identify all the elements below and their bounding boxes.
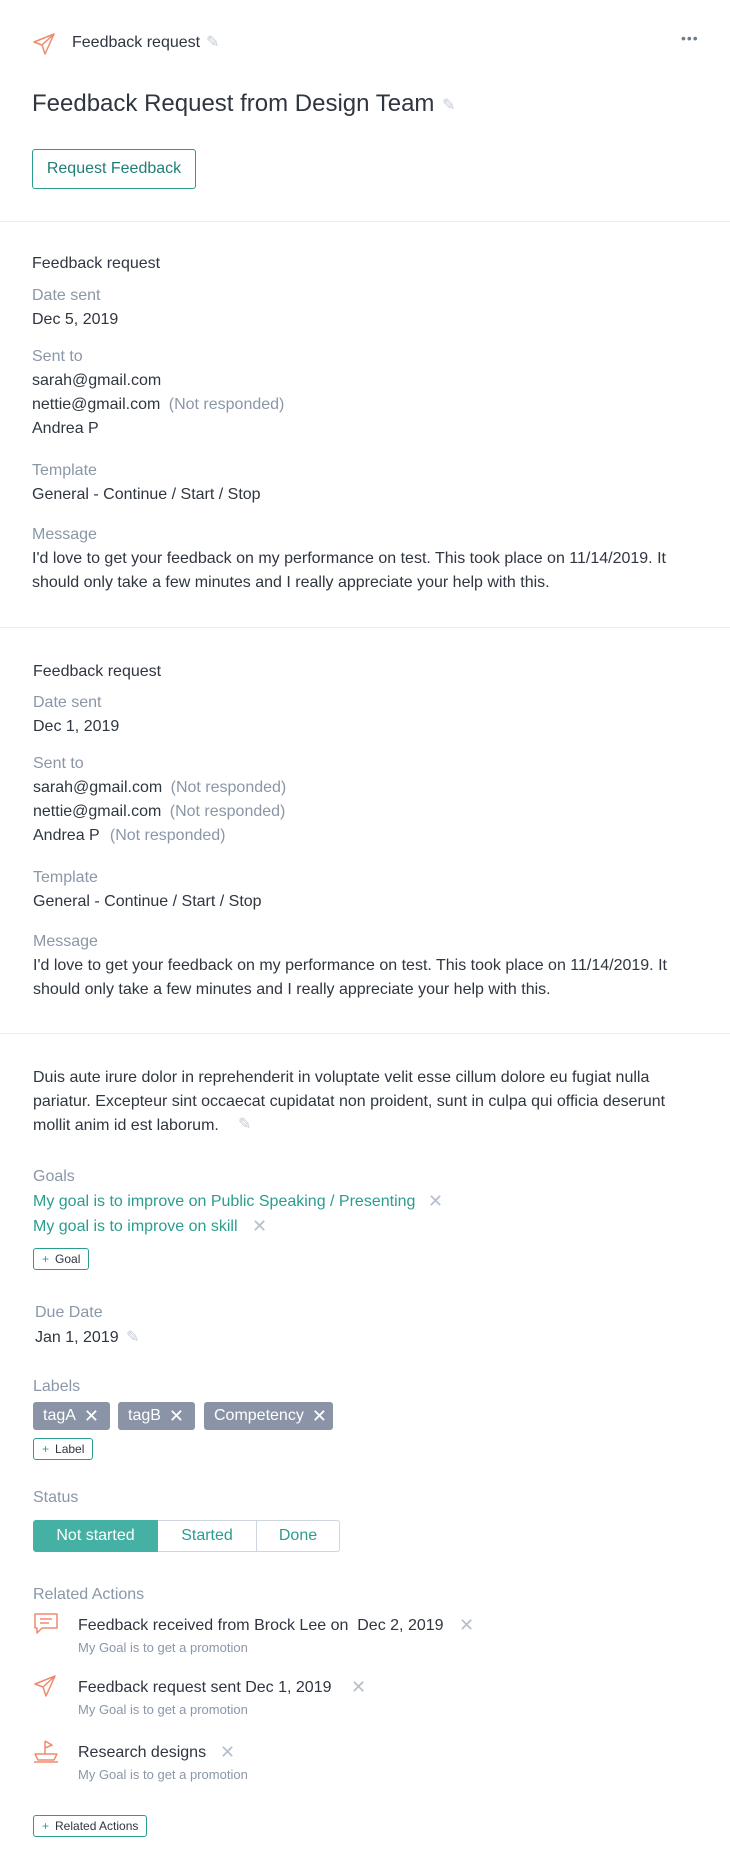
- boat-icon: [33, 1738, 59, 1769]
- remove-related-action-icon[interactable]: ✕: [459, 1615, 475, 1635]
- edit-description-icon[interactable]: ✎: [238, 1116, 252, 1133]
- add-goal-label: Goal: [55, 1252, 81, 1266]
- due-date-value: Jan 1, 2019: [35, 1329, 119, 1346]
- recipient: [33, 827, 226, 845]
- tag-label: Competency: [214, 1407, 304, 1424]
- edit-breadcrumb-icon[interactable]: ✎: [206, 34, 220, 51]
- goal-link[interactable]: My goal is to improve on Public Speaking / Presenting: [33, 1193, 416, 1210]
- add-related-action-button[interactable]: [33, 1815, 147, 1837]
- message-label: Message: [33, 933, 98, 950]
- request-heading: Feedback request: [32, 255, 161, 272]
- status-label: Status: [33, 1489, 79, 1506]
- paper-plane-icon: [32, 32, 56, 61]
- related-action-title[interactable]: Feedback request sent Dec 1, 2019: [78, 1679, 332, 1696]
- edit-title-icon[interactable]: ✎: [442, 97, 456, 114]
- page-title: Feedback Request from Design Team: [32, 90, 435, 117]
- status-segmented-control: [33, 1520, 340, 1552]
- message-line: I'd love to get your feedback on my performance on test. This took place on 11/14/2019. It: [33, 957, 667, 974]
- remove-goal-icon[interactable]: ✕: [428, 1191, 444, 1211]
- plus-icon: +: [42, 1252, 50, 1266]
- template-value: General - Continue / Start / Stop: [33, 893, 262, 910]
- add-label-button[interactable]: [33, 1438, 93, 1460]
- recipient-email: sarah@gmail.com: [33, 779, 163, 796]
- tag: [33, 1402, 110, 1430]
- recipient: [32, 372, 161, 390]
- recipient-email: nettie@gmail.com: [33, 803, 162, 820]
- recipient-email: sarah@gmail.com: [32, 372, 162, 389]
- tag-label: tagB: [128, 1407, 161, 1424]
- due-date-label: Due Date: [35, 1304, 103, 1321]
- date-sent-value: Dec 5, 2019: [32, 311, 119, 328]
- remove-tag-icon[interactable]: ✕: [311, 1406, 327, 1426]
- message-line: should only take a few minutes and I really appreciate your help with this.: [32, 574, 550, 591]
- divider: [0, 221, 730, 222]
- recipient-name: Andrea P: [33, 827, 100, 844]
- recipient-status: (Not responded): [109, 827, 226, 844]
- remove-tag-icon[interactable]: ✕: [83, 1406, 100, 1426]
- related-action-subtitle: My Goal is to get a promotion: [78, 1767, 248, 1782]
- plus-icon: +: [42, 1442, 50, 1456]
- remove-related-action-icon[interactable]: ✕: [220, 1742, 236, 1762]
- template-value: General - Continue / Start / Stop: [32, 486, 261, 503]
- more-menu-icon[interactable]: •••: [681, 30, 699, 46]
- edit-due-date-icon[interactable]: ✎: [126, 1329, 140, 1346]
- breadcrumb[interactable]: Feedback request: [72, 34, 201, 51]
- template-label: Template: [33, 869, 98, 886]
- recipient-email: nettie@gmail.com: [32, 396, 161, 413]
- template-label: Template: [32, 462, 97, 479]
- goals-label: Goals: [33, 1168, 75, 1185]
- divider: [0, 1033, 730, 1034]
- message-line: I'd love to get your feedback on my performance on test. This took place on 11/14/2019. It: [32, 550, 666, 567]
- paper-plane-icon: [33, 1674, 57, 1703]
- related-actions-label: Related Actions: [33, 1586, 145, 1603]
- status-option-started[interactable]: Started: [158, 1520, 257, 1552]
- add-label-label: Label: [55, 1442, 85, 1456]
- recipient: [33, 803, 285, 821]
- message-label: Message: [32, 526, 97, 543]
- status-option-not-started[interactable]: Not started: [33, 1520, 158, 1552]
- recipient: [32, 396, 284, 414]
- status-option-done[interactable]: Done: [257, 1520, 340, 1552]
- add-related-action-label: Related Actions: [55, 1819, 139, 1833]
- description-line: pariatur. Excepteur sint occaecat cupidatat non proident, sunt in culpa qui officia deserunt: [33, 1093, 666, 1110]
- tag: [118, 1402, 195, 1430]
- divider: [0, 627, 730, 628]
- description-line: Duis aute irure dolor in reprehenderit in voluptate velit esse cillum dolore eu fugiat nulla: [33, 1069, 650, 1086]
- remove-tag-icon[interactable]: ✕: [168, 1406, 185, 1426]
- related-action-subtitle: My Goal is to get a promotion: [78, 1640, 248, 1655]
- recipient-name: Andrea P: [32, 420, 99, 437]
- date-sent-label: Date sent: [33, 694, 102, 711]
- plus-icon: +: [42, 1819, 50, 1833]
- sent-to-label: Sent to: [33, 755, 84, 772]
- recipient: [32, 420, 99, 438]
- recipient: [33, 779, 286, 797]
- labels-label: Labels: [33, 1378, 81, 1395]
- message-line: should only take a few minutes and I really appreciate your help with this.: [33, 981, 551, 998]
- tag-label: tagA: [43, 1407, 76, 1424]
- remove-goal-icon[interactable]: ✕: [252, 1216, 268, 1236]
- recipient-status: (Not responded): [170, 779, 287, 796]
- request-feedback-button[interactable]: Request Feedback: [32, 149, 196, 189]
- date-sent-value: Dec 1, 2019: [33, 718, 120, 735]
- add-goal-button[interactable]: [33, 1248, 89, 1270]
- request-heading: Feedback request: [33, 663, 162, 680]
- remove-related-action-icon[interactable]: ✕: [351, 1677, 367, 1697]
- sent-to-label: Sent to: [32, 348, 83, 365]
- chat-icon: [33, 1612, 59, 1641]
- description-line: mollit anim id est laborum.: [33, 1117, 219, 1134]
- goal-link[interactable]: My goal is to improve on skill: [33, 1218, 238, 1235]
- tag: [204, 1402, 333, 1430]
- date-sent-label: Date sent: [32, 287, 101, 304]
- recipient-status: (Not responded): [169, 803, 286, 820]
- related-action-subtitle: My Goal is to get a promotion: [78, 1702, 248, 1717]
- related-action-title[interactable]: Feedback received from Brock Lee on Dec 2, 2019: [78, 1617, 444, 1634]
- recipient-status: (Not responded): [168, 396, 285, 413]
- related-action-title[interactable]: Research designs: [78, 1744, 207, 1761]
